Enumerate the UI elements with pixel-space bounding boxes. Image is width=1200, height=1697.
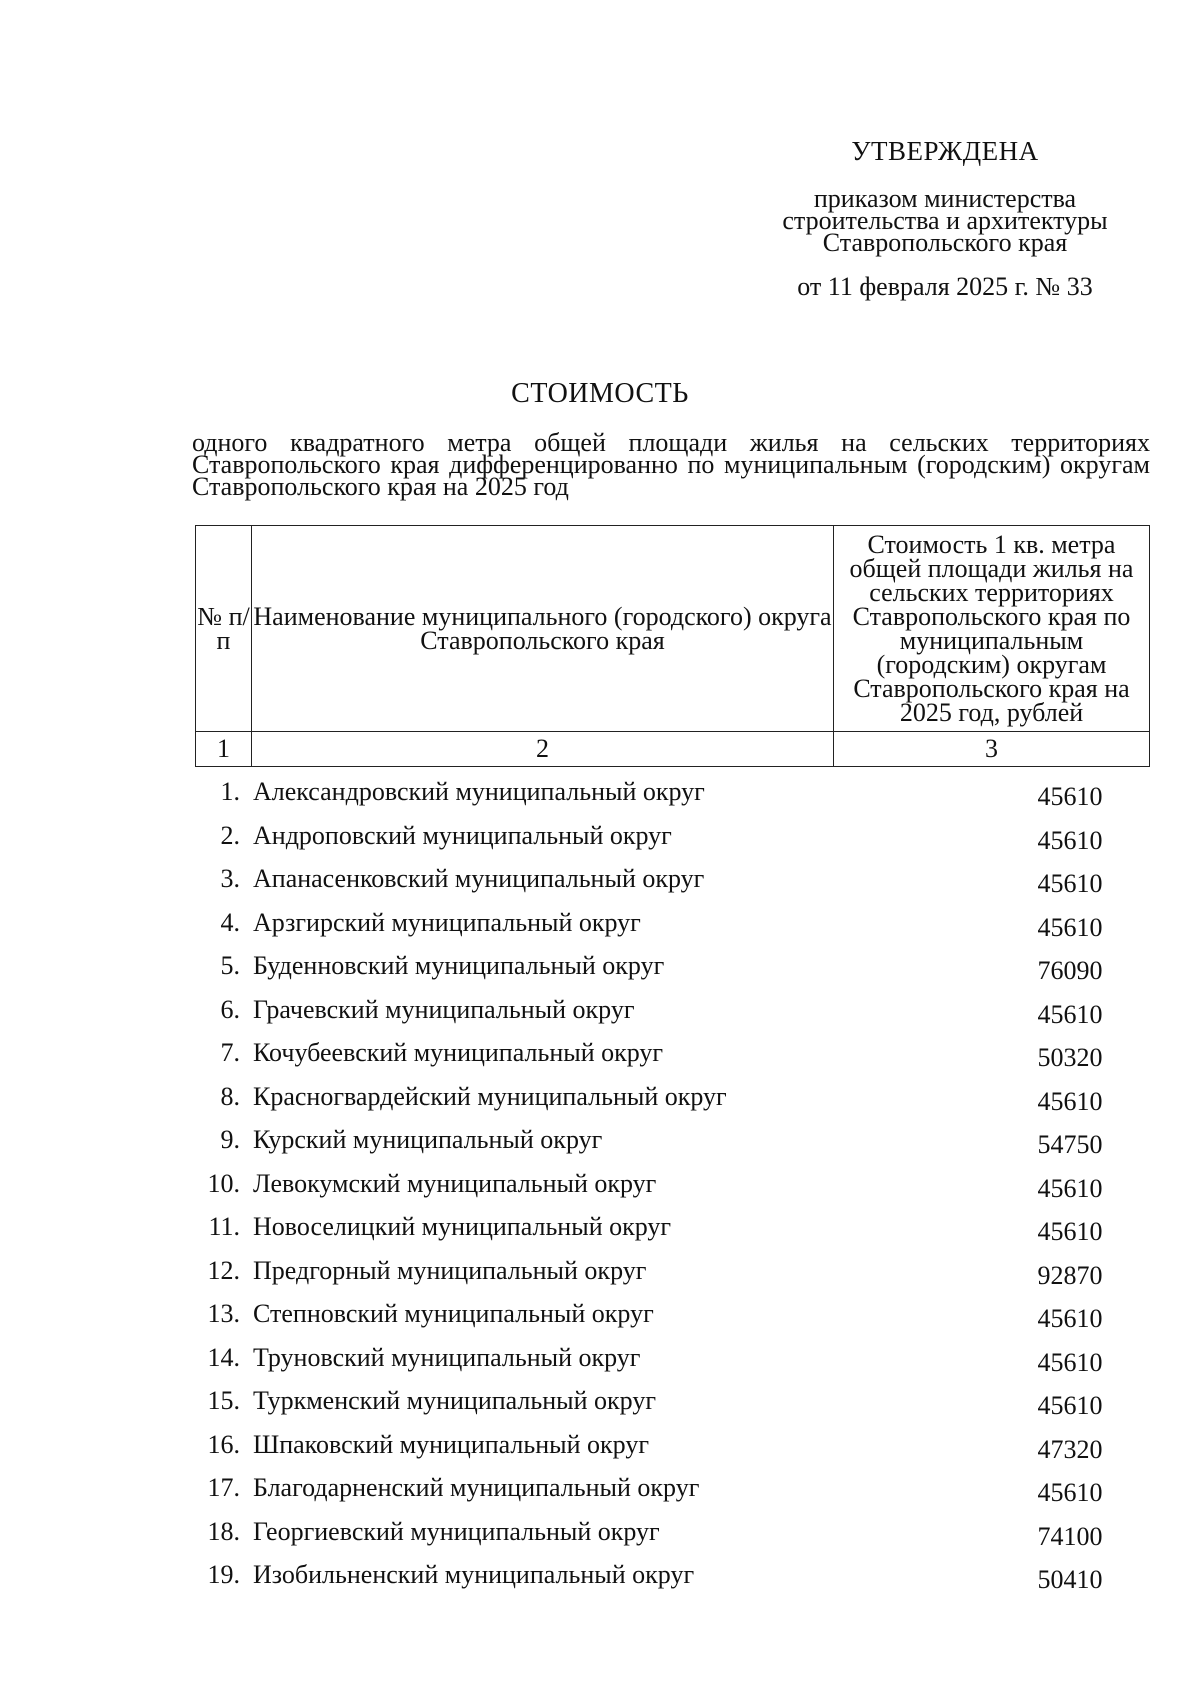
row-number: 4. (220, 907, 240, 937)
row-number: 7. (220, 1038, 240, 1067)
row-cost-value: 45610 (1037, 825, 1103, 855)
table-row (195, 1382, 1150, 1426)
approval-line-3: Ставропольского края (822, 228, 1068, 257)
table-row (195, 1034, 1150, 1078)
table-row (195, 1469, 1150, 1513)
column-number-1: 1 (196, 732, 252, 767)
table-row (195, 1252, 1150, 1296)
table-row (195, 904, 1150, 948)
row-number: 15. (207, 1386, 240, 1415)
row-cost-value: 74100 (1037, 1521, 1103, 1551)
row-number: 14. (207, 1342, 240, 1372)
row-cost-value: 45610 (1037, 1304, 1103, 1333)
approval-block (760, 136, 1130, 301)
header-row (196, 526, 1150, 732)
row-district-name: Шпаковский муниципальный округ (253, 1429, 649, 1459)
row-cost-value: 47320 (1037, 1434, 1103, 1464)
row-district-name: Новоселицкий муниципальный округ (253, 1212, 672, 1241)
table-row (195, 991, 1150, 1035)
row-cost-value: 45610 (1037, 782, 1103, 811)
row-number: 12. (207, 1255, 240, 1285)
approval-date: от 11 февраля 2025 г. № 33 (797, 272, 1093, 301)
table-row (195, 1121, 1150, 1165)
table-row (195, 1513, 1150, 1557)
column-number-3: 3 (834, 732, 1150, 767)
row-district-name: Туркменский муниципальный округ (253, 1386, 656, 1415)
row-cost-value: 45610 (1037, 1217, 1103, 1246)
table-row (195, 773, 1150, 817)
row-cost-value: 45610 (1037, 1086, 1103, 1116)
row-number: 16. (207, 1429, 240, 1459)
row-number: 17. (207, 1473, 240, 1502)
row-district-name: Георгиевский муниципальный округ (253, 1516, 660, 1546)
row-cost-value: 45610 (1037, 1347, 1103, 1377)
table-row (195, 1078, 1150, 1122)
row-district-name: Изобильненский муниципальный округ (253, 1560, 695, 1589)
row-number: 11. (208, 1212, 240, 1241)
table-row (195, 817, 1150, 861)
header-col-name: Наименование муниципального (городского) округа Ставропольского края (252, 526, 834, 732)
row-cost-value: 45610 (1037, 1478, 1103, 1507)
table-row (195, 1339, 1150, 1383)
row-district-name: Арзгирский муниципальный округ (253, 907, 641, 937)
row-number: 5. (220, 951, 240, 980)
row-cost-value: 45610 (1037, 1173, 1103, 1203)
row-number: 6. (220, 994, 240, 1024)
header-col-cost: Стоимость 1 кв. метра общей площади жилья на сельских территориях Ставропольского края по муниципальным (городским) округам Ставропольского края на 2025 год, рублей (834, 526, 1150, 732)
table-row (195, 860, 1150, 904)
header-table (195, 525, 1150, 767)
row-number: 13. (207, 1299, 240, 1328)
row-number: 8. (220, 1081, 240, 1111)
column-numbers-row (196, 732, 1150, 767)
row-number: 9. (220, 1125, 240, 1154)
row-district-name: Благодарненский муниципальный округ (253, 1473, 700, 1502)
row-cost-value: 54750 (1037, 1130, 1103, 1159)
table-row (195, 1165, 1150, 1209)
row-district-name: Предгорный муниципальный округ (253, 1255, 647, 1285)
approval-heading: УТВЕРЖДЕНА (851, 136, 1039, 166)
row-number: 1. (220, 777, 240, 806)
row-cost-value: 45610 (1037, 1391, 1103, 1420)
header-col-number: № п/п (196, 526, 252, 732)
row-district-name: Красногвардейский муниципальный округ (253, 1081, 727, 1111)
table-row (195, 1295, 1150, 1339)
data-rows (195, 773, 1150, 1600)
approval-line-2: строительства и архитектуры (782, 206, 1108, 235)
row-number: 10. (207, 1168, 240, 1198)
row-district-name: Курский муниципальный округ (253, 1125, 603, 1154)
row-district-name: Грачевский муниципальный округ (253, 994, 635, 1024)
row-cost-value: 92870 (1037, 1260, 1103, 1290)
row-district-name: Апанасенковский муниципальный округ (253, 864, 705, 893)
row-number: 3. (220, 864, 240, 893)
row-number: 18. (207, 1516, 240, 1546)
row-cost-value: 45610 (1037, 912, 1103, 942)
row-district-name: Александровский муниципальный округ (253, 777, 705, 806)
row-district-name: Труновский муниципальный округ (253, 1342, 641, 1372)
row-cost-value: 45610 (1037, 999, 1103, 1029)
row-district-name: Андроповский муниципальный округ (253, 820, 672, 850)
table-row (195, 947, 1150, 991)
row-district-name: Степновский муниципальный округ (253, 1299, 654, 1328)
row-cost-value: 45610 (1037, 869, 1103, 898)
row-district-name: Кочубеевский муниципальный округ (253, 1038, 664, 1067)
row-cost-value: 50320 (1037, 1043, 1103, 1072)
table-row (195, 1426, 1150, 1470)
row-cost-value: 50410 (1037, 1565, 1103, 1594)
table-row (195, 1556, 1150, 1600)
row-number: 2. (220, 820, 240, 850)
document-subtitle: одного квадратного метра общей площади жилья на сельских территориях Ставропольского края дифференцированно по муниципальным (городским) округам Ставропольского края на 2025 год (192, 428, 1150, 501)
row-district-name: Левокумский муниципальный округ (253, 1168, 657, 1198)
table-row (195, 1208, 1150, 1252)
row-number: 19. (207, 1560, 240, 1589)
document-title: СТОИМОСТЬ (511, 378, 689, 409)
approval-line-1: приказом министерства (813, 184, 1077, 213)
row-cost-value: 76090 (1037, 956, 1103, 985)
column-number-2: 2 (252, 732, 834, 767)
row-district-name: Буденновский муниципальный округ (253, 951, 665, 980)
